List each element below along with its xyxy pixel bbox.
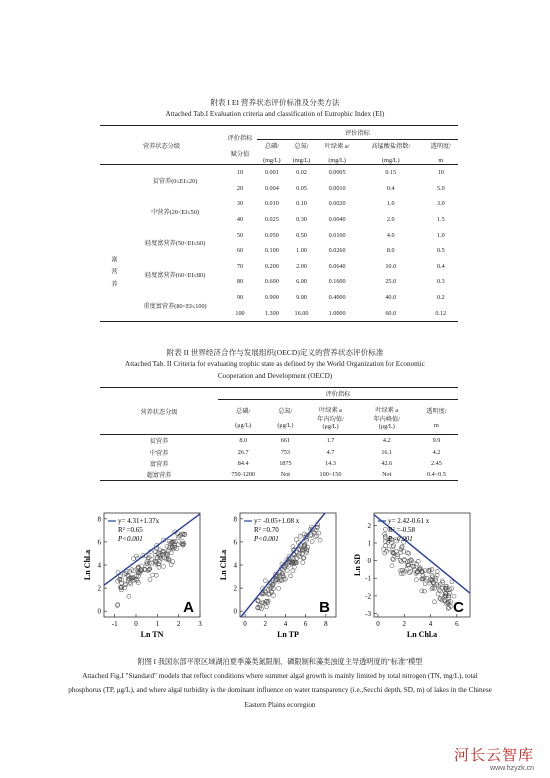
t1-cell-score: 30 bbox=[236, 200, 244, 208]
t1-cell-tp: 0.010 bbox=[264, 200, 279, 208]
t2-cell-sd: 9.9 bbox=[432, 437, 441, 445]
equation-label: y= 2.42-0.61 x bbox=[388, 517, 430, 525]
table-row bbox=[100, 227, 458, 243]
table2-title-zh: 附表 II 世界经济合作与发展组织(OECD)定义的营养状态评价标准 bbox=[166, 348, 384, 357]
scatter-point bbox=[148, 578, 152, 582]
y-tick-label: -1 bbox=[365, 574, 371, 583]
scatter-point bbox=[441, 580, 445, 584]
t1-score-header: 评价指标 赋分值 bbox=[227, 134, 253, 158]
t1-col-tp: 总磷/ (mg/L) bbox=[263, 142, 281, 164]
r2-label: R² =-0.58 bbox=[388, 526, 416, 534]
t1-cell-chl: 0.0010 bbox=[328, 184, 346, 192]
t1-cell-chl: 0.4000 bbox=[328, 294, 346, 302]
scatter-point bbox=[272, 593, 276, 597]
y-tick-label: 0 bbox=[233, 607, 237, 616]
x-tick-label: 4 bbox=[283, 620, 288, 628]
figure-caption bbox=[65, 655, 495, 712]
scatter-point bbox=[402, 549, 406, 553]
t1-cell-chl: 0.0100 bbox=[328, 231, 346, 239]
t1-col-tn: 总氮/ (mg/L) bbox=[292, 142, 311, 164]
t2-cell-tp: 750-1200 bbox=[231, 471, 256, 479]
y-tick-label: 0 bbox=[367, 557, 371, 566]
table-row bbox=[100, 290, 458, 306]
t1-cell-chl: 0.0040 bbox=[328, 216, 346, 224]
p-value-label: P<0.001 bbox=[388, 535, 413, 543]
t2-cell-sd: 4.2 bbox=[432, 448, 441, 456]
t1-class-cell: 轻度富营养(50<EI≤60) bbox=[144, 240, 206, 248]
t1-cell-sd: 3.0 bbox=[436, 200, 445, 208]
y-tick-label: 4 bbox=[233, 561, 237, 570]
t1-cell-score: 40 bbox=[236, 216, 244, 224]
t1-cell-score: 100 bbox=[235, 309, 245, 317]
scatter-point bbox=[407, 571, 411, 575]
t1-cell-sd: 1.0 bbox=[436, 231, 445, 239]
t1-cell-tp: 0.100 bbox=[264, 247, 279, 255]
t1-col-cod: 高锰酸盐指数/ (mg/L) bbox=[371, 142, 411, 164]
t2-class-header: 营养状态分级 bbox=[140, 408, 178, 416]
t2-cell-cls: 富营养 bbox=[149, 461, 169, 469]
scatter-point bbox=[452, 594, 456, 598]
t1-group-header: 评价指标 bbox=[257, 126, 458, 140]
t2-cell-chl: 14.3 bbox=[325, 460, 336, 468]
t1-cell-tn: 9.00 bbox=[296, 294, 307, 302]
t1-cell-chl: 0.0005 bbox=[328, 169, 346, 177]
t1-cell-chl: 0.0640 bbox=[328, 262, 346, 270]
t1-group-spacer bbox=[100, 165, 127, 228]
t2-cell-tp: 26.7 bbox=[237, 448, 249, 456]
t1-cell-tn: 2.00 bbox=[296, 262, 307, 270]
t1-col-chl: 叶绿素 a/ (mg/L) bbox=[324, 142, 350, 164]
watermark-url: www.hzyzk.cn bbox=[490, 765, 534, 772]
scatter-point bbox=[169, 551, 173, 555]
table-row bbox=[100, 196, 458, 212]
t1-class-cell: 中营养(20<EI≤50) bbox=[151, 209, 199, 217]
scatter-point bbox=[409, 570, 413, 574]
p-value-label: P<0.001 bbox=[254, 535, 279, 543]
panel-letter: B bbox=[319, 599, 330, 616]
y-tick-label: 4 bbox=[97, 561, 101, 570]
scatter-point bbox=[301, 560, 305, 564]
t2-cell-tp: 8.0 bbox=[239, 437, 248, 445]
t1-cell-tn: 1.00 bbox=[296, 247, 307, 255]
scatter-panel-a bbox=[82, 507, 200, 647]
t1-cell-chl: 0.0020 bbox=[328, 200, 346, 208]
t1-cell-tn: 16.00 bbox=[294, 309, 309, 317]
scatter-point bbox=[430, 587, 434, 591]
t1-cell-cod: 40.0 bbox=[385, 294, 397, 302]
scatter-point bbox=[318, 538, 322, 542]
t1-cell-sd: 0.4 bbox=[436, 262, 445, 270]
t2-col-tn: 总氮/ (μg/L) bbox=[277, 407, 294, 429]
x-axis-label: Ln TP bbox=[277, 630, 299, 639]
t1-cell-cod: 60.0 bbox=[385, 309, 397, 317]
t1-cell-cod: 0.15 bbox=[385, 169, 397, 177]
t1-cell-cod: 8.0 bbox=[386, 247, 395, 255]
t1-cell-score: 90 bbox=[236, 294, 244, 302]
x-tick-label: 4 bbox=[428, 620, 433, 628]
t1-cell-tp: 0.025 bbox=[264, 216, 279, 224]
table-row bbox=[100, 259, 458, 275]
t1-cell-score: 70 bbox=[236, 262, 244, 270]
x-tick-label: -1 bbox=[111, 620, 118, 628]
t2-group-header: 评价指标 bbox=[218, 388, 458, 400]
t2-cell-tn: 661 bbox=[280, 437, 291, 445]
table2-title-en-2: Cooperation and Development (OECD) bbox=[217, 372, 333, 380]
t1-cell-score: 80 bbox=[236, 278, 244, 286]
scatter-point bbox=[420, 589, 424, 593]
scatter-point bbox=[414, 578, 418, 582]
t2-cell-chl: 4.7 bbox=[326, 448, 335, 456]
t2-cell-chlmax: 16.1 bbox=[381, 448, 393, 456]
t2-cell-tn: 753 bbox=[280, 448, 291, 456]
scatter-point bbox=[289, 574, 293, 578]
x-tick-label: 0 bbox=[134, 620, 138, 628]
t1-col-sd: 透明度/ m bbox=[430, 142, 451, 164]
t1-cell-sd: 0.5 bbox=[436, 247, 445, 255]
x-tick-label: 6 bbox=[303, 620, 308, 628]
t2-cell-sd: 2.45 bbox=[431, 460, 442, 468]
scatter-point bbox=[277, 586, 281, 590]
t1-cell-sd: 1.5 bbox=[436, 216, 445, 224]
x-tick-label: 8 bbox=[324, 620, 328, 628]
t1-cell-tn: 6.00 bbox=[296, 278, 307, 286]
table-row bbox=[100, 435, 458, 447]
t2-col-sd: 透明度/ m bbox=[426, 407, 447, 429]
watermark-title: 河长云智库 bbox=[453, 746, 534, 764]
t2-cell-cls: 贫营养 bbox=[149, 438, 169, 446]
r2-label: R² =0.65 bbox=[118, 526, 143, 534]
table-row bbox=[100, 469, 458, 481]
x-tick-label: 0 bbox=[243, 620, 247, 628]
scatter-point bbox=[390, 564, 394, 568]
table1 bbox=[100, 125, 458, 322]
t1-cell-tp: 0.600 bbox=[264, 278, 279, 286]
t1-cell-sd: 0.2 bbox=[436, 294, 445, 302]
t1-cell-tn: 0.02 bbox=[296, 169, 307, 177]
scatter-point bbox=[423, 582, 427, 586]
t1-class-cell: 重度富营养(80<EI≤100) bbox=[143, 302, 207, 310]
y-tick-label: 1 bbox=[367, 539, 371, 548]
t2-cell-cls: 超富营养 bbox=[146, 472, 172, 480]
table1-title-en: Attached Tab.I Evaluation criteria and classification of Eutrophic Index (EI) bbox=[165, 110, 385, 118]
x-tick-label: 0 bbox=[376, 620, 380, 628]
t2-cell-chlmax: Not bbox=[382, 471, 392, 479]
x-tick-label: 2 bbox=[176, 620, 181, 628]
table-row bbox=[100, 447, 458, 458]
y-tick-label: 6 bbox=[233, 538, 237, 547]
t2-cell-chl: 100~150 bbox=[319, 471, 342, 479]
table-row bbox=[100, 458, 458, 469]
scatter-point bbox=[450, 580, 454, 584]
scatter-point bbox=[263, 579, 267, 583]
t1-cell-cod: 1.0 bbox=[386, 200, 395, 208]
y-tick-label: 2 bbox=[233, 584, 237, 593]
t1-cell-cod: 4.0 bbox=[386, 231, 395, 239]
x-axis-label: Ln TN bbox=[140, 630, 164, 639]
panel-letter: C bbox=[453, 599, 464, 616]
scatter-point bbox=[298, 534, 302, 538]
t2-cell-tn: Not bbox=[280, 471, 291, 479]
t1-cell-chl: 0.0260 bbox=[328, 247, 346, 255]
scatter-panel-c bbox=[352, 507, 470, 647]
p-value-label: P<0.001 bbox=[118, 535, 143, 543]
t2-col-tp: 总磷/ (μg/L) bbox=[235, 407, 252, 429]
t1-cell-tp: 0.900 bbox=[264, 294, 279, 302]
t2-cell-chl: 1.7 bbox=[326, 437, 335, 445]
t2-cell-tp: 84.4 bbox=[237, 460, 249, 468]
t1-cell-sd: 10 bbox=[437, 169, 444, 177]
scatter-point bbox=[383, 527, 387, 531]
x-tick-label: 1 bbox=[155, 620, 160, 628]
y-tick-label: 8 bbox=[97, 515, 101, 524]
t2-col-chl: 叶绿素 a 年内均值/ (μg/L) bbox=[317, 406, 344, 430]
t1-cell-tn: 0.05 bbox=[296, 184, 307, 192]
x-axis-label: Ln Chl.a bbox=[406, 630, 438, 639]
y-tick-label: 0 bbox=[97, 607, 101, 616]
figure-caption-zh: 附图 I 我国东部平原区域湖泊夏季藻类氮限制、磷限制和藻类浊度主导透明度的"标准"模型 bbox=[137, 658, 423, 666]
scatter-point bbox=[392, 544, 396, 548]
y-tick-label: -2 bbox=[365, 592, 371, 601]
t1-cell-cod: 0.4 bbox=[386, 184, 395, 192]
t1-cell-cod: 25.0 bbox=[385, 278, 397, 286]
scatter-point bbox=[433, 600, 437, 604]
scatter-panel-b bbox=[218, 507, 336, 647]
watermark bbox=[454, 744, 534, 772]
t1-cell-tp: 1.300 bbox=[264, 309, 279, 317]
t1-cell-tp: 0.050 bbox=[264, 231, 279, 239]
table2-title-en-1: Attached Tab. II Criteria for evaluating trophic state as defined by the World Organization for Economic bbox=[125, 360, 425, 368]
x-tick-label: 2 bbox=[263, 620, 268, 628]
scatter-point bbox=[387, 547, 391, 551]
r2-label: R² =0.70 bbox=[254, 526, 279, 534]
y-tick-label: -3 bbox=[365, 609, 371, 618]
t1-class-header: 营养状态分级 bbox=[142, 142, 181, 150]
equation-label: y= 4.31+1.37x bbox=[118, 517, 160, 525]
t1-cell-tp: 0.200 bbox=[264, 262, 279, 270]
t2-cell-sd: 0.4~0.5 bbox=[427, 471, 446, 479]
t2-cell-chlmax: 4.2 bbox=[382, 437, 391, 445]
scatter-point bbox=[119, 588, 123, 592]
t1-cell-score: 60 bbox=[236, 247, 244, 255]
scatter-point bbox=[425, 576, 429, 580]
panel-letter: A bbox=[183, 599, 194, 616]
x-tick-label: 6 bbox=[455, 620, 459, 628]
t1-cell-tn: 0.30 bbox=[296, 216, 307, 224]
equation-label: y= -0.05+1.08 x bbox=[254, 517, 300, 525]
y-tick-label: 8 bbox=[233, 515, 237, 524]
scatter-point bbox=[317, 531, 321, 535]
scatter-point bbox=[436, 592, 440, 596]
y-axis-label: Ln Chl.a bbox=[83, 549, 92, 581]
t1-cell-tp: 0.001 bbox=[264, 169, 279, 177]
t1-cell-score: 50 bbox=[236, 231, 244, 239]
t1-class-cell: 贫营养(0≤EI≤20) bbox=[152, 178, 198, 186]
x-tick-label: 3 bbox=[198, 620, 202, 628]
t2-cell-cls: 中营养 bbox=[149, 449, 169, 457]
y-tick-label: 2 bbox=[97, 584, 101, 593]
figure-caption-en: Attached Fig.I "Standard" models that reflect conditions where summer algal growth is mainly limited by total nitrogen (TN, mg/L), total phosphorus (TP, μg/L), and where algal turbidity is the dominant influence on water transparency (i.e.,Secchi depth, SD, m) of lakes in the Chinese Eastern Plains ecoregion bbox=[68, 672, 492, 709]
t2-cell-tn: 1875 bbox=[279, 460, 292, 468]
t1-class-cell: 轻度富营养(60<EI≤80) bbox=[144, 271, 206, 279]
scatter-point bbox=[384, 544, 388, 548]
scatter-point bbox=[132, 557, 136, 561]
t2-cell-chlmax: 42.6 bbox=[381, 460, 393, 468]
scatter-point bbox=[127, 594, 131, 598]
scatter-point bbox=[292, 565, 296, 569]
table-row bbox=[100, 165, 458, 181]
t2-col-chlmax: 叶绿素 a 年内峰值/ (μg/L) bbox=[373, 406, 400, 430]
t1-cell-sd: 0.12 bbox=[435, 309, 447, 317]
t1-cell-score: 10 bbox=[236, 169, 244, 177]
t1-cell-chl: 1.0000 bbox=[328, 309, 346, 317]
scatter-point bbox=[310, 540, 314, 544]
t1-cell-score: 20 bbox=[236, 184, 244, 192]
table2 bbox=[100, 387, 458, 481]
t1-cell-sd: 0.3 bbox=[436, 278, 445, 286]
t1-cell-tp: 0.004 bbox=[264, 184, 279, 192]
t1-cell-cod: 2.0 bbox=[386, 216, 395, 224]
y-tick-label: 2 bbox=[367, 521, 371, 530]
y-tick-label: 6 bbox=[97, 538, 101, 547]
scatter-point bbox=[162, 564, 166, 568]
y-axis-label: Ln Chl.a bbox=[219, 549, 228, 581]
t1-cell-tn: 0.10 bbox=[296, 200, 307, 208]
t1-group-label: 富营养 bbox=[110, 255, 117, 293]
table1-title-zh: 附表 I EI 营养状态评价标准及分类方法 bbox=[210, 98, 340, 107]
t1-cell-tn: 0.50 bbox=[296, 231, 307, 239]
t1-cell-chl: 0.1600 bbox=[328, 278, 346, 286]
t1-cell-sd: 5.0 bbox=[436, 184, 445, 192]
t1-cell-cod: 10.0 bbox=[385, 262, 397, 270]
x-tick-label: 2 bbox=[402, 620, 406, 628]
y-axis-label: Ln SD bbox=[353, 553, 362, 577]
